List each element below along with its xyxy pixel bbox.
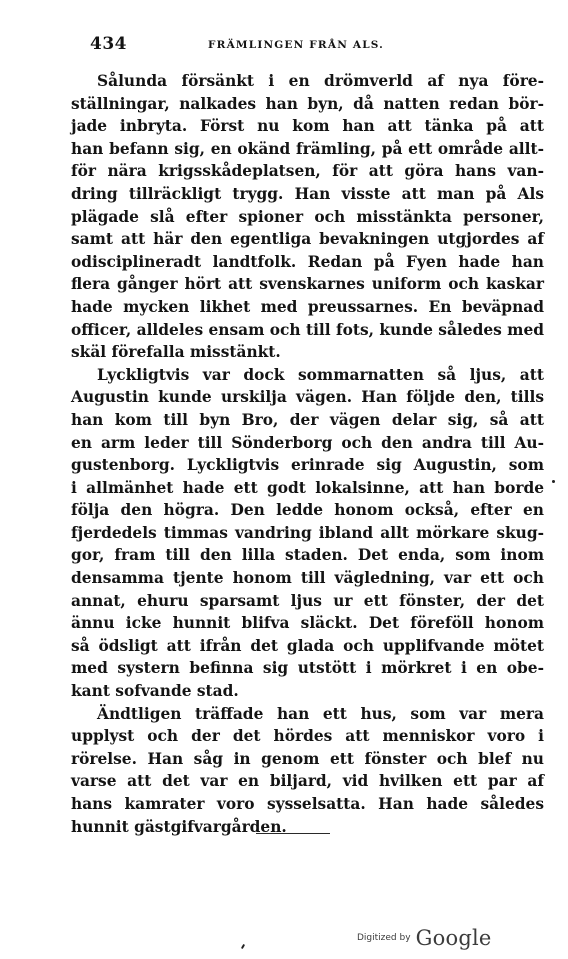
text-line: hunnit gästgifvargården. [71, 817, 287, 836]
text-line: i allmänhet hade ett godt lokalsinne, att han borde [71, 478, 544, 497]
body-text [71, 70, 544, 838]
text-line: gustenborg. Lyckligtvis erinrade sig Augustin, som [71, 456, 544, 475]
text-line: flera gånger hört att svenskarnes uniform och kaskar [71, 275, 544, 294]
text-line: rörelse. Han såg in genom ett fönster och blef nu [71, 749, 544, 768]
text-line: fjerdedels timmas vandring ibland allt mörkare skug- [71, 523, 544, 542]
page-number: 434 [90, 34, 127, 54]
text-line: en arm leder till Sönderborg och den andra till Au- [71, 433, 544, 452]
text-line: ännu icke hunnit blifva släckt. Det föreföll honom [71, 614, 544, 633]
text-line: skäl förefalla misstänkt. [71, 343, 281, 362]
page-header [90, 34, 510, 58]
text-line: dring tillräckligt trygg. Han visste att man på Als [71, 184, 544, 203]
watermark-prefix: Digitized by [357, 933, 411, 943]
text-line: jade inbryta. Först nu kom han att tänka på att [71, 117, 544, 136]
scan-speck [241, 944, 245, 949]
text-line: varse att det var en biljard, vid hvilken ett par af [71, 772, 544, 791]
text-line: han befann sig, en okänd främling, på ett område allt- [71, 139, 544, 158]
text-line: kant sofvande stad. [71, 682, 239, 701]
text-line: upplyst och der det hördes att menniskor voro i [71, 727, 544, 746]
paragraph [71, 364, 544, 703]
text-line: Sålunda försänkt i en drömverld af nya före- [97, 72, 544, 90]
scan-speck [552, 480, 555, 483]
digitized-by-watermark [357, 926, 492, 950]
text-line: odisciplineradt landtfolk. Redan på Fyen hade han [71, 252, 544, 271]
running-head: FRÄMLINGEN FRÅN ALS. [208, 39, 385, 51]
text-line: Ändtligen träffade han ett hus, som var mera [97, 704, 544, 723]
text-line: densamma tjente honom till vägledning, var ett och [71, 569, 544, 588]
text-line: hans kamrater voro sysselsatta. Han hade således [71, 795, 544, 813]
text-line: följa den högra. Den ledde honom också, efter en [71, 501, 544, 520]
text-line: för nära krigsskådeplatsen, för att göra hans van- [71, 162, 544, 181]
text-line: med systern befinna sig utstött i mörkret i en obe- [71, 659, 544, 678]
text-line: så ödsligt att ifrån det glada och upplifvande mötet [71, 636, 544, 655]
text-line: gor, fram till den lilla staden. Det enda, som inom [71, 546, 544, 565]
text-line: plägade slå efter spioner och misstänkta personer, [71, 207, 544, 226]
text-line: hade mycken likhet med preussarnes. En beväpnad [71, 297, 544, 316]
text-line: samt att här den egentliga bevakningen utgjordes af [71, 230, 544, 249]
text-line: Augustin kunde urskilja vägen. Han följde den, tills [71, 388, 544, 407]
text-line: han kom till byn Bro, der vägen delar sig, så att [71, 410, 544, 429]
text-line: officer, alldeles ensam och till fots, kunde således med [71, 320, 544, 339]
paragraph [71, 70, 544, 364]
text-line: annat, ehuru sparsamt ljus ur ett fönster, der det [71, 591, 544, 610]
watermark-brand: Google [415, 926, 492, 950]
text-line: ställningar, nalkades han byn, då natten redan bör- [71, 94, 544, 113]
section-divider [256, 833, 330, 834]
text-line: Lyckligtvis var dock sommarnatten så ljus, att [97, 365, 544, 384]
paragraph [71, 703, 544, 839]
